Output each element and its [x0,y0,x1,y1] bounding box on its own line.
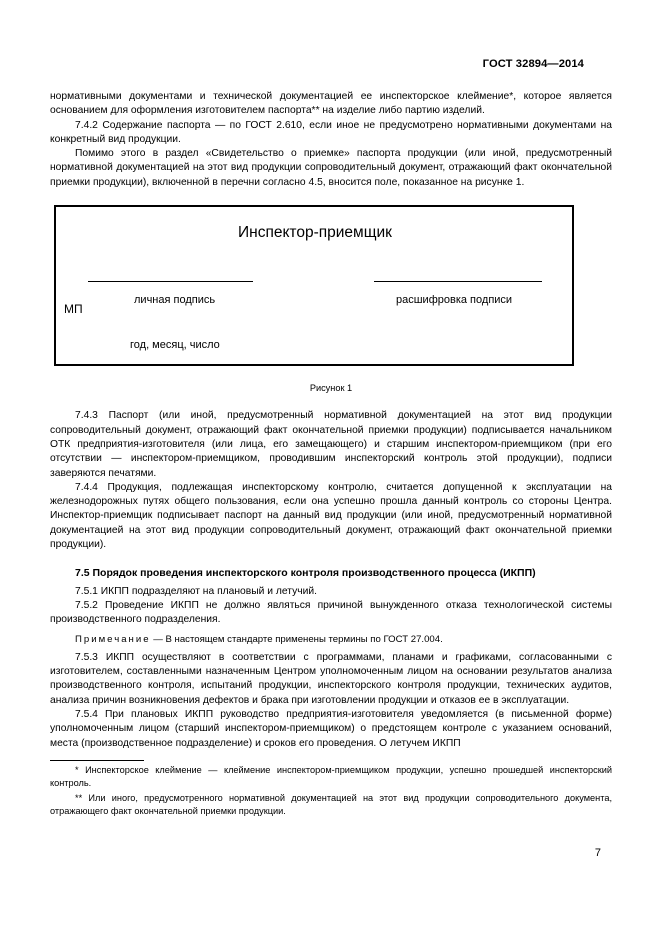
note-text: — В настоящем стандарте применены термины по ГОСТ 27.004. [150,633,443,645]
figure-caption: Рисунок 1 [309,383,353,394]
footnote-1: * Инспекторское клеймение — клеймение инспектором-приемщиком продукции, успешно прошедшей инспекторский контроль. [50,765,612,788]
footnotes [50,764,612,820]
paragraph-7-5-4: 7.5.4 При плановых ИКПП руководство предприятия-изготовителя уведомляется (в письменной форме) уполномоченным лицом (старший инспектором-приемщиком) о предстоящем контроле с указанием оснований, места (производственное подразделение) и сроков его проведения. О летучем ИКПП [50,709,612,749]
page-number: 7 [594,847,601,859]
paragraph-7-5-3: 7.5.3 ИКПП осуществляют в соответствии с программами, планами и графиками, согласованными с изготовителем, составленными назначенным Центром уполномоченным лицом на основании результатов анализа производственного контроля, испытаний продукции, инспекторского контроля продукции, технических аудитов, анализа причин возникновения дефектов и брака при изготовлении продукции и отказов ее в эксплуатации. [50,651,612,706]
signature-line [88,281,253,282]
stamp-place-label: МП [64,302,83,317]
paragraph-7-5-1: 7.5.1 ИКПП подразделяют на плановый и летучий. [75,585,317,597]
section-heading-7-5: 7.5 Порядок проведения инспекторского контроля производственного процесса (ИКПП) [75,567,536,580]
footnote-2: ** Или иного, предусмотренного нормативной документацией на этот вид продукции сопроводительного документа, отражающего факт окончательной приемки продукции. [50,793,612,816]
decoding-label: расшифровка подписи [396,294,513,307]
paragraph-7-4-2: 7.4.2 Содержание паспорта — по ГОСТ 2.610, если иное не предусмотрено нормативными документами на конкретный вид продукции. [50,119,612,145]
date-label: год, месяц, число [130,339,220,352]
paragraph-7-5-2: 7.5.2 Проведение ИКПП не должно являться причиной вынужденного отказа технологической системы производственного подразделения. [50,599,612,626]
paragraph-continuation: нормативными документами и технической документацией ее инспекторское клеймение*, которое является основанием для оформления изготовителем паспорта** на изделие либо партию изделий. [50,91,612,117]
main-text [50,90,612,751]
note-label: Примечание [75,633,151,645]
paragraph-7-4-4: 7.4.4 Продукция, подлежащая инспекторскому контролю, считается допущенной к эксплуатации на железнодорожных путях общего пользования, если она успешно прошла данный контроль со стороны Центра. Инспектор-приемщик подписывает паспорт на данный вид продукции (или иной, предусмотренный нормативной документацией на этот вид продукции сопроводительный документ, отражающий факт окончательной приемки продукции). [50,481,612,551]
paragraph-7-4-3: 7.4.3 Паспорт (или иной, предусмотренный нормативной документацией на этот вид продукции сопроводительный документ, отражающий факт окончательной приемки продукции) подписывается начальником ОТК предприятия-изготовителя (или лица, его замещающего) и старшим инспектором-приемщиком (при его отсутствии — инспектором-приемщиком, проводившим инспекторский контроль этой продукции), подписи заверяются печатями. [50,410,612,479]
signature-label: личная подпись [134,294,216,307]
figure-title: Инспектор-приемщик [238,224,392,242]
footnote-separator [50,760,144,761]
note [75,633,612,647]
decoding-line [374,281,542,282]
paragraph-certificate: Помимо этого в раздел «Свидетельство о приемке» паспорта продукции (или иной, предусмотренный нормативной документацией на этот вид продукции сопроводительный документ, отражающий факт окончательной приемки продукции), включенной в перечни согласно 4.5, вносится поле, показанное на рисунке 1. [50,148,612,188]
document-code: ГОСТ 32894—2014 [482,58,584,70]
figure-1-box [54,205,574,366]
